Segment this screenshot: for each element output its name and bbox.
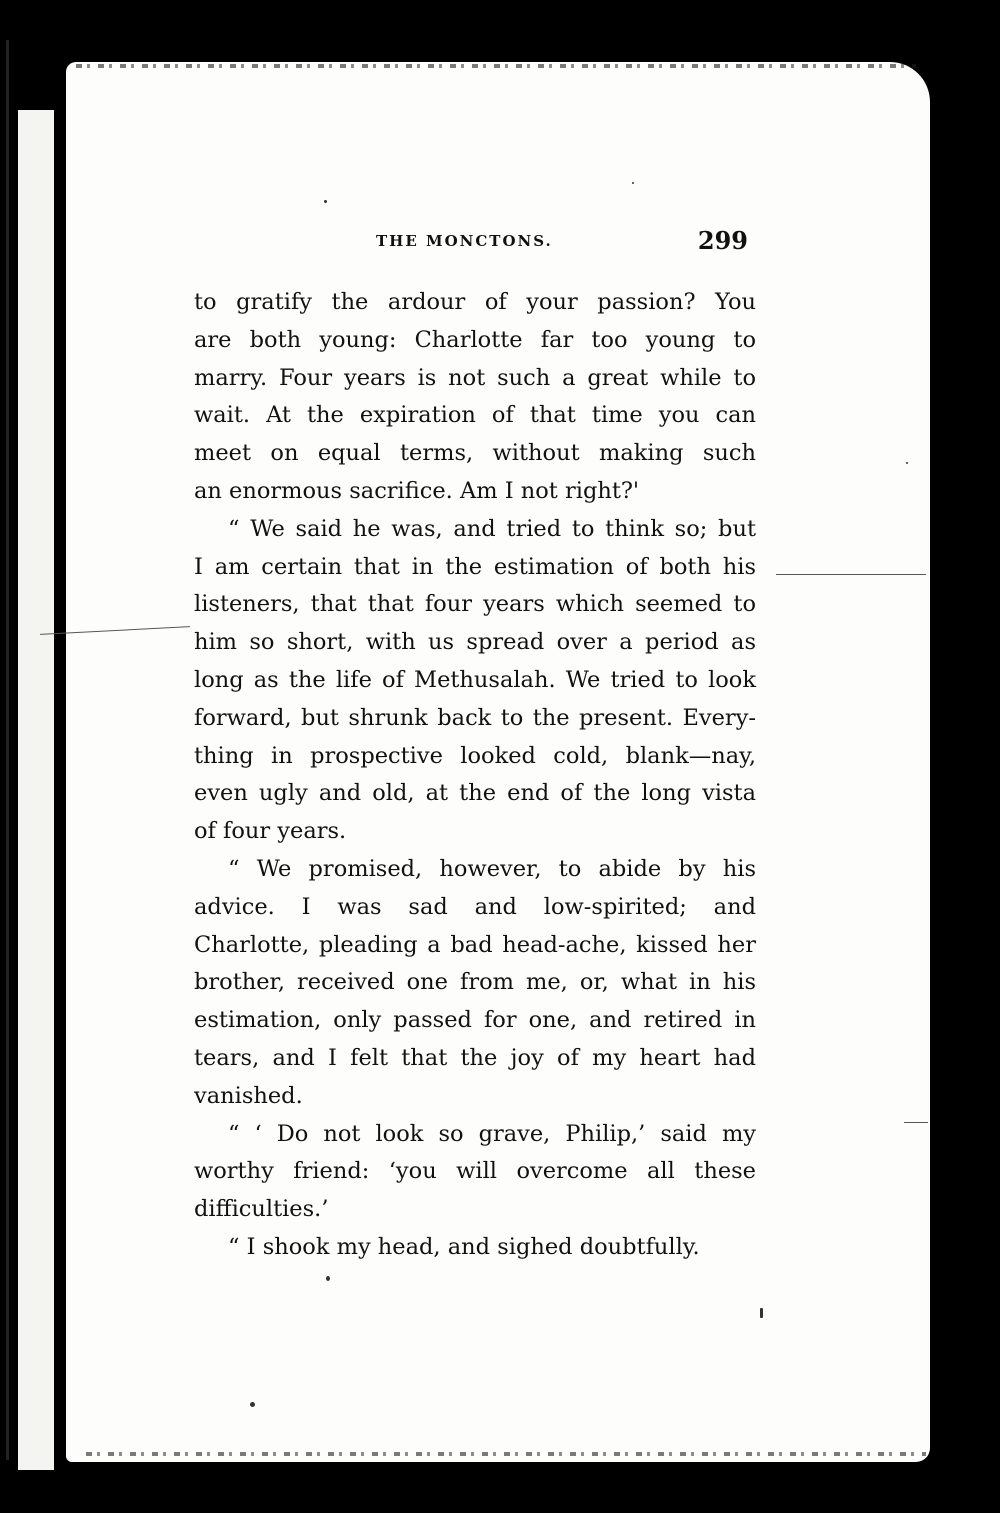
page-speck (324, 200, 327, 203)
text-line: of four years. (194, 818, 347, 845)
text-line: tears, and I felt that the joy of my heart had (194, 1044, 756, 1071)
margin-mark-right (776, 574, 926, 575)
running-title: THE MONCTONS. (376, 232, 553, 250)
text-line: brother, received one from me, or, what in his (194, 969, 756, 996)
top-edge-noise (76, 64, 916, 68)
text-line: an enormous sacrifice. Am I not right?' (194, 477, 640, 504)
text-line: forward, but shrunk back to the present. Every- (194, 704, 756, 731)
spine-edge-strip (18, 110, 54, 1470)
page-header (194, 226, 754, 260)
text-line: him so short, with us spread over a period as (194, 629, 756, 656)
text-line: difficulties.’ (194, 1196, 329, 1223)
text-line: wait. At the expiration of that time you can (194, 402, 756, 429)
text-line: meet on equal terms, without making such (194, 440, 756, 467)
text-line: advice. I was sad and low-spirited; and (194, 893, 756, 920)
text-line: I am certain that in the estimation of both his (194, 553, 756, 580)
page-number: 299 (697, 226, 748, 255)
text-line: vanished. (194, 1082, 303, 1109)
text-line: to gratify the ardour of your passion? You (194, 289, 756, 315)
text-line: worthy friend: ‘you will overcome all these (194, 1158, 756, 1185)
page-speck (632, 182, 634, 184)
bottom-edge-noise (86, 1452, 926, 1456)
text-line: “ ‘ Do not look so grave, Philip,’ said my (228, 1120, 756, 1147)
text-line: “ We promised, however, to abide by his (228, 855, 756, 882)
spine-line (6, 40, 9, 1460)
text-line: estimation, only passed for one, and retired in (194, 1007, 756, 1034)
page-speck (326, 1276, 330, 1281)
text-line: “ I shook my head, and sighed doubtfully. (228, 1233, 700, 1260)
page-speck (906, 462, 908, 464)
text-line: even ugly and old, at the end of the long vista (194, 780, 756, 807)
text-line: marry. Four years is not such a great while to (194, 364, 756, 391)
text-line: “ We said he was, and tried to think so; but (228, 515, 756, 542)
page-speck (250, 1402, 255, 1407)
body-text (194, 284, 756, 1267)
book-spine (0, 40, 56, 1460)
page-speck (760, 1308, 763, 1318)
text-line: listeners, that that four years which seemed to (194, 591, 756, 618)
margin-mark-right-lower (904, 1122, 928, 1123)
text-line: long as the life of Methusalah. We tried to look (194, 666, 756, 693)
text-line: thing in prospective looked cold, blank—nay, (194, 742, 756, 769)
text-line: Charlotte, pleading a bad head-ache, kissed her (194, 931, 756, 958)
text-line: are both young: Charlotte far too young to (194, 326, 756, 353)
